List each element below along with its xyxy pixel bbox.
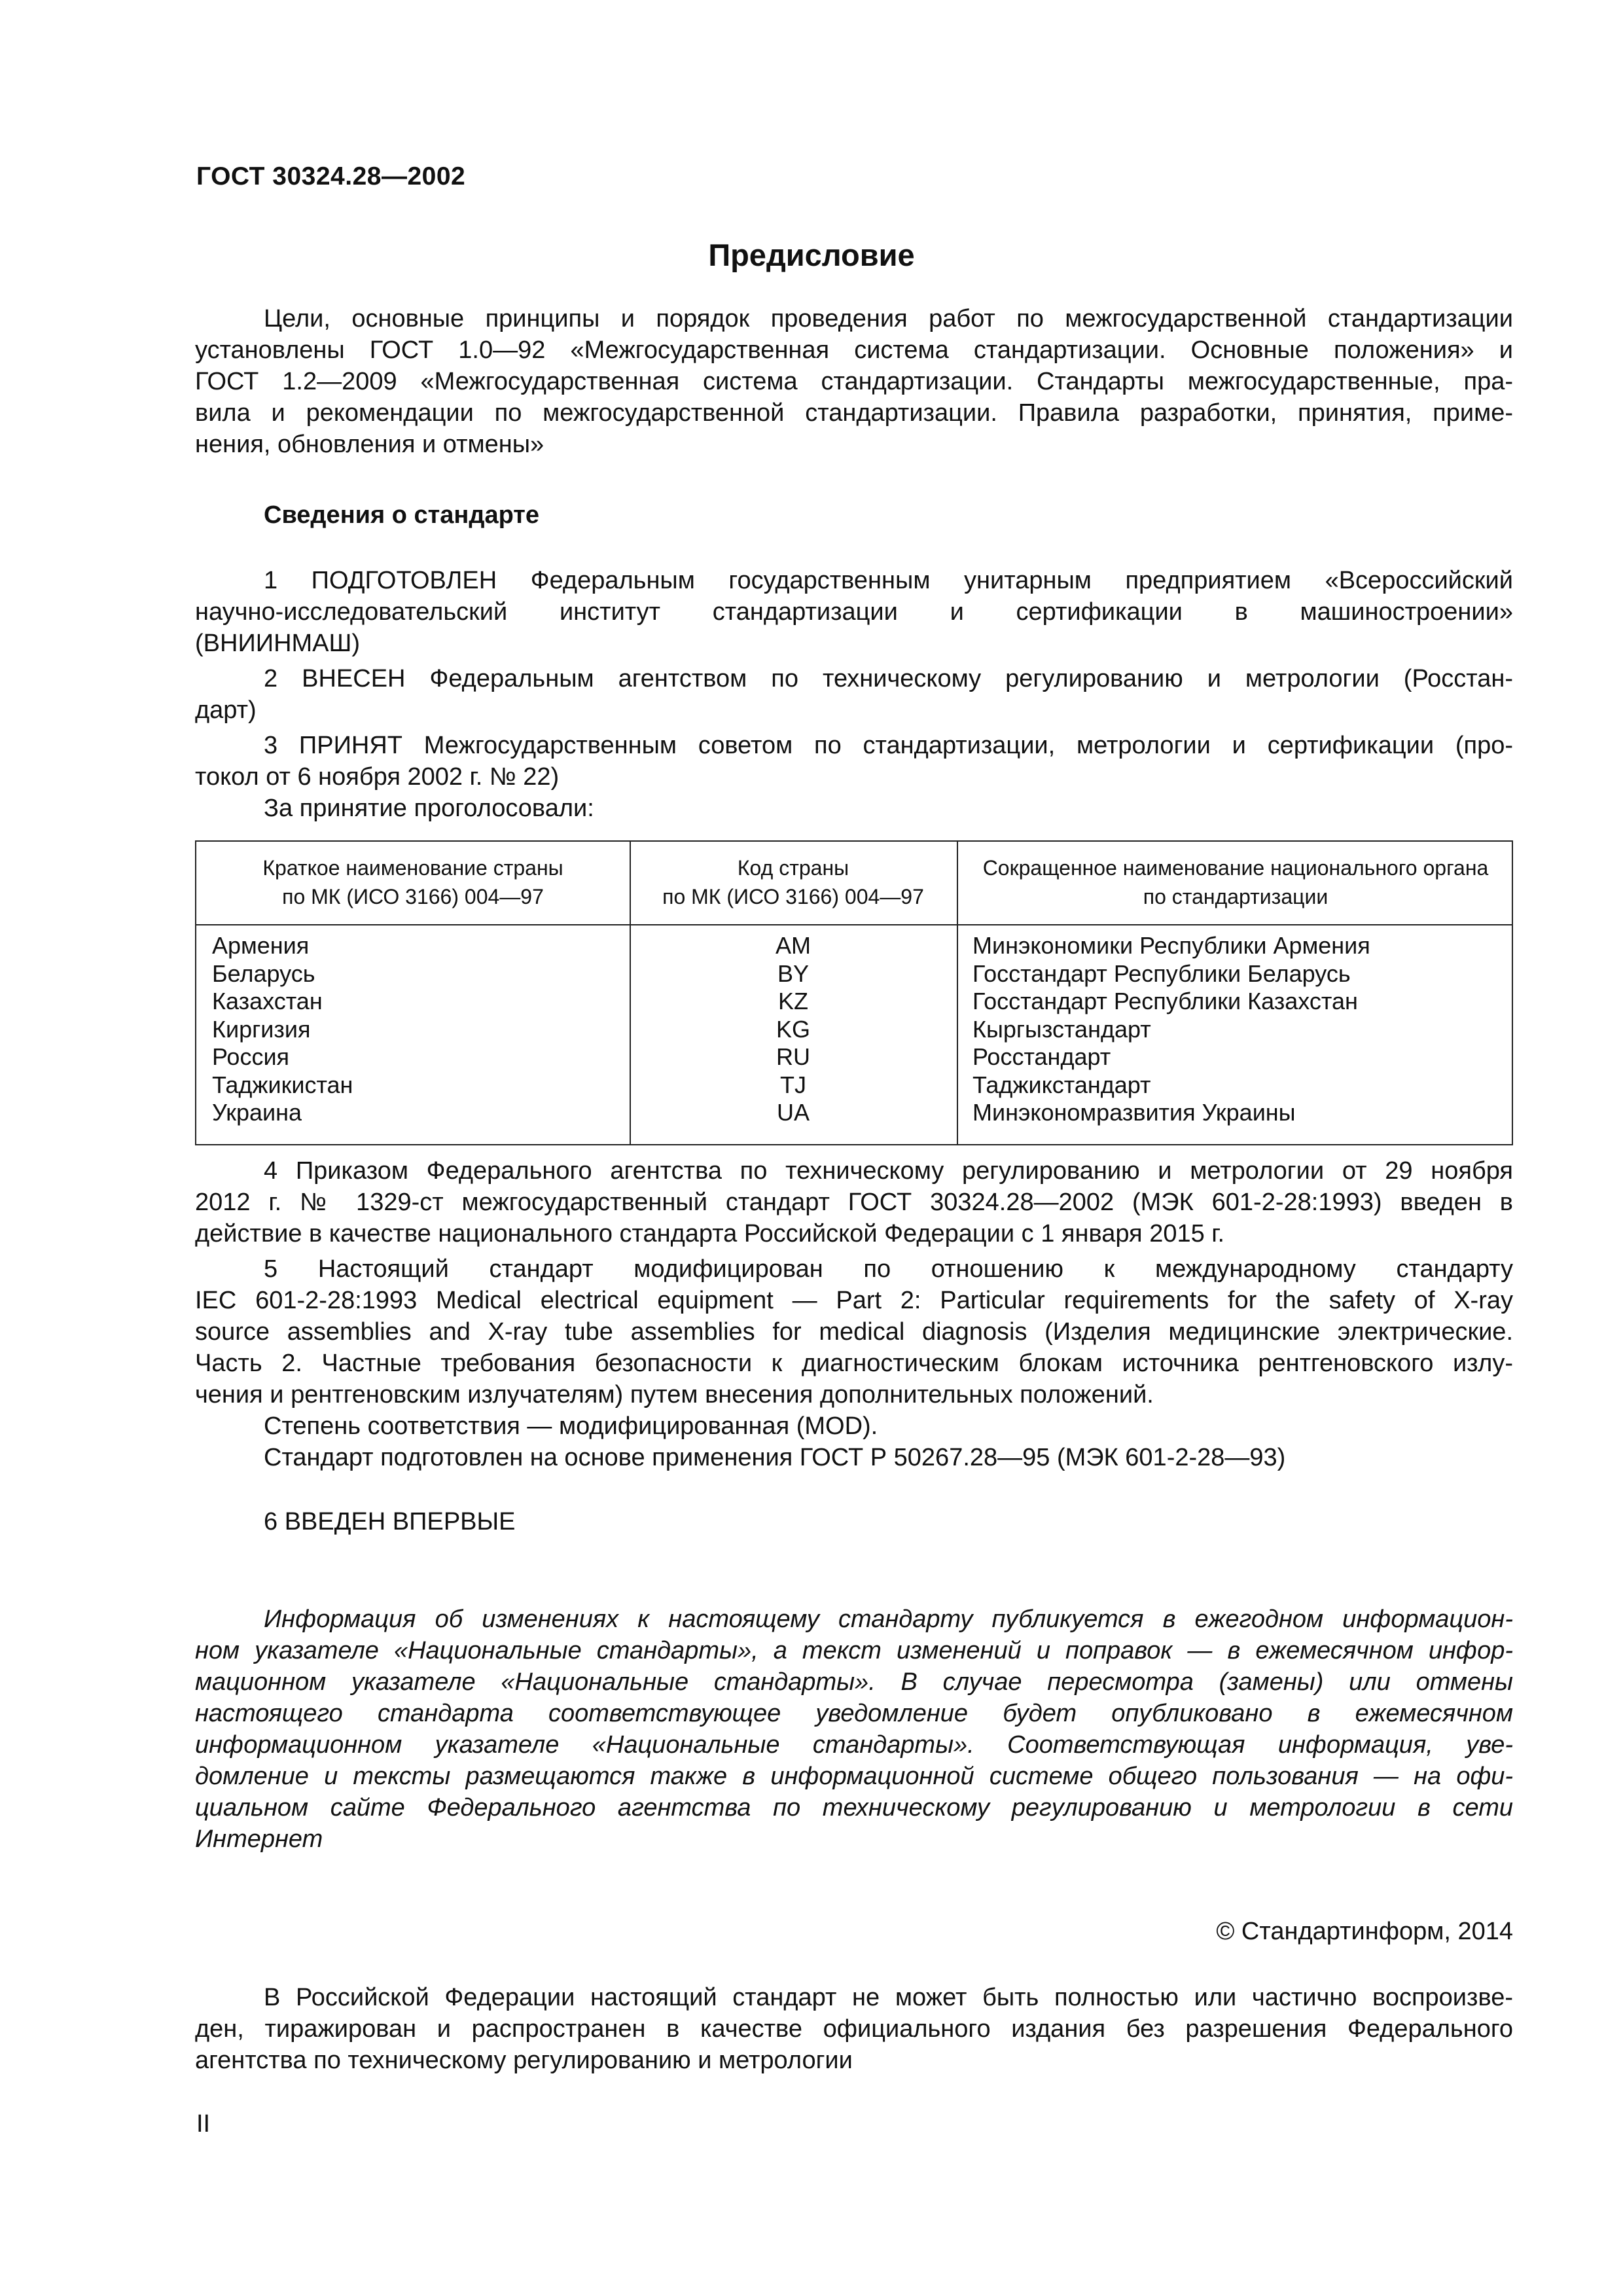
- table-cell: Россия: [212, 1043, 290, 1070]
- text-line: source assemblies and X-ray tube assemblies for medical diagnosis (Изделия медицинские электрические.: [195, 1318, 1513, 1346]
- table-cell: AM: [776, 932, 811, 959]
- text-line: чения и рентгеновским излучателям) путем внесения дополнительных положений.: [195, 1381, 1154, 1408]
- text-line: нения, обновления и отмены»: [195, 431, 544, 458]
- page-title: Предисловие: [708, 238, 915, 272]
- table-cell: TJ: [780, 1071, 806, 1098]
- table-column-body: [972, 932, 1370, 1127]
- table-cell: Беларусь: [212, 960, 315, 987]
- table-header-body: Сокращенное наименование национального органа по стандартизации: [982, 856, 1489, 908]
- section-heading: Сведения о стандарте: [264, 501, 540, 529]
- text-line: домление и тексты размещаются также в информационной системе общего пользования — на офи-: [195, 1763, 1513, 1790]
- table-header-country: Краткое наименование страны по МК (ИСО 3166) 004—97: [262, 856, 563, 908]
- text-line: действие в качестве национального стандарта Российской Федерации с 1 января 2015 г.: [195, 1220, 1225, 1247]
- copyright: © Стандартинформ, 2014: [1216, 1918, 1513, 1945]
- text-line: IEC 601-2-28:1993 Medical electrical equipment — Part 2: Particular requirements for the safety of X-ray: [195, 1287, 1513, 1314]
- table-column-code: [630, 932, 957, 1127]
- text-line: 2012 г. № 1329-ст межгосударственный стандарт ГОСТ 30324.28—2002 (МЭК 601-2-28:1993) введен в: [195, 1189, 1513, 1216]
- text-line: ном указателе «Национальные стандарты», а текст изменений и поправок — в ежемесячном инфор-: [195, 1637, 1513, 1664]
- text-line: агентства по техническому регулированию и метрологии: [195, 2047, 853, 2074]
- table-cell: Минэкономики Республики Армения: [972, 932, 1370, 959]
- text-line: настоящего стандарта соответствующее уведомление будет опубликовано в ежемесячном: [195, 1700, 1513, 1727]
- table-cell: RU: [776, 1043, 810, 1070]
- table-header-divider: [196, 924, 1512, 925]
- text-line: Стандарт подготовлен на основе применения ГОСТ Р 50267.28—95 (МЭК 601-2-28—93): [264, 1444, 1286, 1471]
- text-line: установлены ГОСТ 1.0—92 «Межгосударственная система стандартизации. Основные положения» и: [195, 336, 1513, 364]
- text-line: За принятие проголосовали:: [264, 795, 594, 822]
- text-line: вила и рекомендации по межгосударственной стандартизации. Правила разработки, принятия, приме-: [195, 399, 1513, 427]
- table-cell: Госстандарт Республики Беларусь: [972, 960, 1351, 987]
- text-line: 5 Настоящий стандарт модифицирован по отношению к международному стандарту: [264, 1255, 1513, 1283]
- table-cell: Кыргызстандарт: [972, 1015, 1151, 1043]
- table-header-code: Код страны по МК (ИСО 3166) 004—97: [662, 856, 924, 908]
- text-line: Цели, основные принципы и порядок проведения работ по межгосударственной стандартизации: [264, 305, 1513, 332]
- text-line: информационном указателе «Национальные стандарты». Соответствующая информация, уве-: [195, 1731, 1513, 1759]
- document-code: ГОСТ 30324.28—2002: [196, 162, 466, 190]
- page-number: II: [196, 2110, 211, 2138]
- table-cell: UA: [776, 1099, 810, 1126]
- text-line: Информация об изменениях к настоящему стандарту публикуется в ежегодном информацион-: [264, 1605, 1513, 1633]
- table-cell: Казахстан: [212, 988, 323, 1014]
- text-line: научно-исследовательский институт стандартизации и сертификации в машиностроении»: [195, 598, 1513, 626]
- table-cell: Минэкономразвития Украины: [972, 1099, 1296, 1126]
- text-line: токол от 6 ноября 2002 г. № 22): [195, 763, 560, 791]
- table-cell: KG: [776, 1015, 810, 1043]
- text-line: дарт): [195, 696, 257, 724]
- table-cell: BY: [777, 960, 810, 987]
- voting-table: [195, 840, 1513, 1145]
- text-line: Интернет: [195, 1825, 323, 1853]
- table-cell: Росстандарт: [972, 1043, 1111, 1070]
- table-cell: Госстандарт Республики Казахстан: [972, 988, 1358, 1014]
- table-cell: KZ: [777, 988, 808, 1014]
- text-line: Степень соответствия — модифицированная (MOD).: [264, 1412, 878, 1440]
- text-line: 3 ПРИНЯТ Межгосударственным советом по стандартизации, метрологии и сертификации (про-: [264, 732, 1513, 759]
- text-line: циальном сайте Федерального агентства по техническому регулированию и метрологии в сети: [195, 1794, 1513, 1821]
- table-cell: Киргизия: [212, 1015, 311, 1043]
- text-line: Часть 2. Частные требования безопасности к диагностическим блокам источника рентгеновского излу-: [195, 1350, 1513, 1377]
- text-line: 1 ПОДГОТОВЛЕН Федеральным государственным унитарным предприятием «Всероссийский: [264, 567, 1513, 594]
- text-line: 2 ВНЕСЕН Федеральным агентством по техническому регулированию и метрологии (Росстан-: [264, 665, 1513, 692]
- text-line: мационном указателе «Национальные стандарты». В случае пересмотра (замены) или отмены: [195, 1668, 1513, 1696]
- table-cell: Армения: [212, 932, 310, 959]
- table-cell: Таджикстандарт: [972, 1071, 1151, 1098]
- text-line: ГОСТ 1.2—2009 «Межгосударственная система стандартизации. Стандарты межгосударственные, пра-: [195, 368, 1513, 395]
- text-line: 4 Приказом Федерального агентства по техническому регулированию и метрологии от 29 ноября: [264, 1157, 1513, 1185]
- text-line: (ВНИИНМАШ): [195, 630, 360, 657]
- table-column-country: [212, 932, 353, 1127]
- table-cell: Украина: [212, 1099, 302, 1126]
- text-line: ден, тиражирован и распространен в качестве официального издания без разрешения Федерального: [195, 2015, 1513, 2043]
- text-line: В Российской Федерации настоящий стандарт не может быть полностью или частично воспроизве-: [264, 1984, 1513, 2011]
- table-cell: Таджикистан: [212, 1071, 353, 1098]
- item-6: 6 ВВЕДЕН ВПЕРВЫЕ: [264, 1508, 516, 1535]
